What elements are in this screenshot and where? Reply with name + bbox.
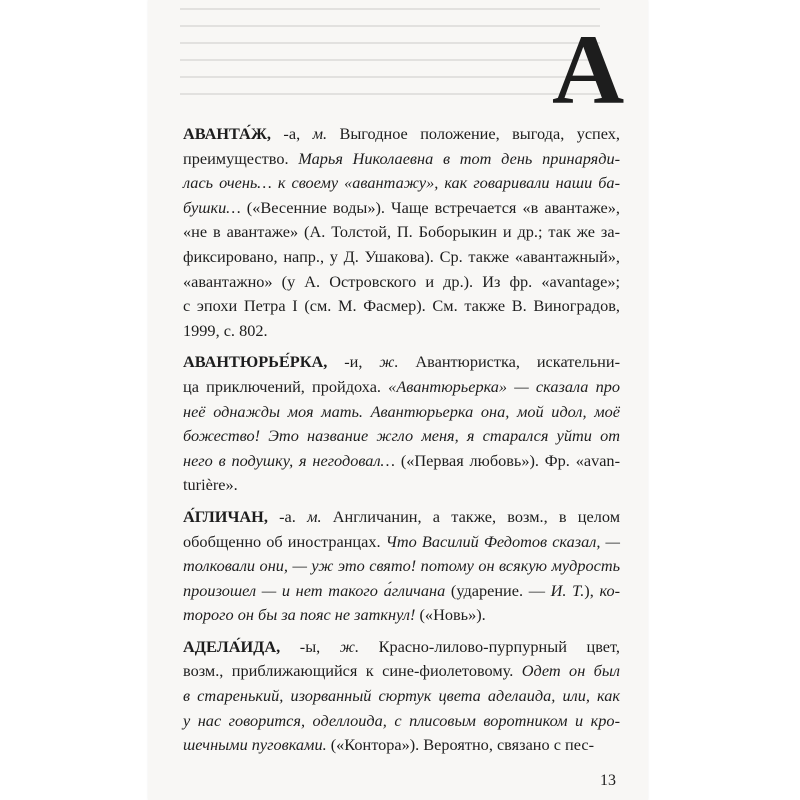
- text-run: 1999, с. 802.: [183, 320, 268, 340]
- headword: АВАНТЮРЬЕ́РКА,: [183, 352, 328, 372]
- italic-text: шечными пуговками.: [183, 735, 327, 755]
- text-line: [183, 659, 620, 684]
- text-line: [183, 400, 620, 425]
- dictionary-entry: [183, 635, 620, 758]
- text-run: -и,: [327, 352, 380, 372]
- italic-text: И. Т.: [550, 580, 585, 600]
- text-line: [183, 122, 620, 147]
- text-line: [183, 709, 620, 734]
- text-line: [183, 270, 620, 295]
- italic-text: в старенький, изорванный сюртук цвета аделаида, или, как: [183, 686, 620, 706]
- text-run: «не в авантаже» (А. Толстой, П. Боборыкин и др.; так же за-: [183, 222, 620, 242]
- section-letter: А: [552, 14, 625, 125]
- text-run: обобщенно об иностранцах.: [183, 531, 386, 551]
- italic-text: бушки…: [183, 197, 241, 217]
- italic-text: него в подушку, я негодовал…: [183, 450, 396, 470]
- text-run: («Новь»).: [415, 605, 486, 625]
- text-line: [183, 245, 620, 270]
- text-line: [183, 733, 620, 758]
- text-run: -ы,: [280, 636, 340, 656]
- text-line: [183, 171, 620, 196]
- text-run: (ударение. —: [445, 580, 551, 600]
- text-run: возм., приближающийся к сине-фиолетовому.: [183, 661, 522, 681]
- dictionary-entry: [183, 350, 620, 498]
- text-line: [183, 505, 620, 530]
- text-run: Англичанин, а также, возм., в целом: [321, 506, 620, 526]
- italic-text: лась очень… к своему «авантажу», как говаривали наши ба-: [183, 173, 620, 193]
- italic-text: произошел — и нет такого а́гличана: [183, 580, 446, 600]
- italic-text: Одет он был: [521, 661, 620, 681]
- text-line: [183, 319, 620, 344]
- italic-text: толковали они, — уж это свято! потому он всякую мудрость: [183, 556, 620, 576]
- text-line: [183, 579, 620, 604]
- italic-text: ж.: [339, 636, 360, 656]
- headword: А́ГЛИЧАН,: [183, 506, 268, 526]
- text-line: [183, 220, 620, 245]
- text-line: [183, 375, 620, 400]
- text-line: [183, 350, 620, 375]
- text-line: [183, 603, 620, 628]
- dictionary-entries: [183, 122, 620, 765]
- italic-text: «Авантюрьерка» — сказала про: [388, 376, 620, 396]
- italic-text: Что Василий Федотов сказал, —: [385, 531, 621, 551]
- text-line: [183, 294, 620, 319]
- page-number: 13: [600, 772, 616, 789]
- text-run: («Контора»). Вероятно, связано с пес-: [326, 735, 595, 755]
- headword: АВАНТА́Ж,: [183, 124, 271, 143]
- text-run: -а,: [271, 124, 313, 143]
- text-line: [183, 684, 620, 709]
- dictionary-entry: [183, 505, 620, 628]
- text-line: [183, 449, 620, 474]
- italic-text: ж.: [379, 352, 399, 372]
- text-run: («Весенние воды»). Чаще встречается «в авантаже»,: [240, 197, 620, 217]
- text-line: [183, 424, 620, 449]
- italic-text: у нас говорится, оделлоида, с плисовым воротником и кро-: [183, 710, 620, 730]
- text-line: [183, 473, 620, 498]
- text-line: [183, 530, 620, 555]
- dictionary-entry: [183, 122, 620, 343]
- text-line: [183, 147, 620, 172]
- text-line: [183, 635, 620, 660]
- text-run: Выгодное положение, выгода, успех,: [327, 124, 620, 143]
- text-run: с эпохи Петра I (см. М. Фасмер). См. также В. Виноградов,: [183, 296, 620, 316]
- text-run: ),: [584, 580, 600, 600]
- text-run: ца приключений, пройдоха.: [183, 376, 389, 396]
- text-line: [183, 196, 620, 221]
- text-run: «авантажно» (у А. Островского и др.). Из фр. «avantage»;: [183, 271, 620, 291]
- text-run: Красно-лилово-пурпурный цвет,: [359, 636, 620, 656]
- text-run: («Первая любовь»). Фр. «avan-: [395, 450, 620, 470]
- text-run: -а.: [267, 506, 308, 526]
- text-run: turière».: [183, 475, 238, 495]
- text-run: фиксировано, напр., у Д. Ушакова). Ср. также «авантажный»,: [183, 246, 620, 266]
- italic-text: м.: [307, 506, 322, 526]
- text-run: преимущество.: [183, 148, 299, 168]
- italic-text: неё однажды моя мать. Авантюрьерка она, мой идол, моё: [183, 401, 620, 421]
- italic-text: божество! Это название жгло меня, я старался уйти от: [183, 426, 620, 446]
- show-through-text: [180, 8, 600, 118]
- italic-text: Марья Николаевна в тот день принаряди-: [298, 148, 621, 168]
- italic-text: ко-: [599, 580, 621, 600]
- text-line: [183, 554, 620, 579]
- italic-text: торого он бы за пояс не заткнул!: [183, 605, 416, 625]
- headword: АДЕЛА́ИДА,: [183, 636, 281, 656]
- italic-text: м.: [312, 124, 328, 143]
- text-run: Авантюристка, искательни-: [398, 352, 620, 372]
